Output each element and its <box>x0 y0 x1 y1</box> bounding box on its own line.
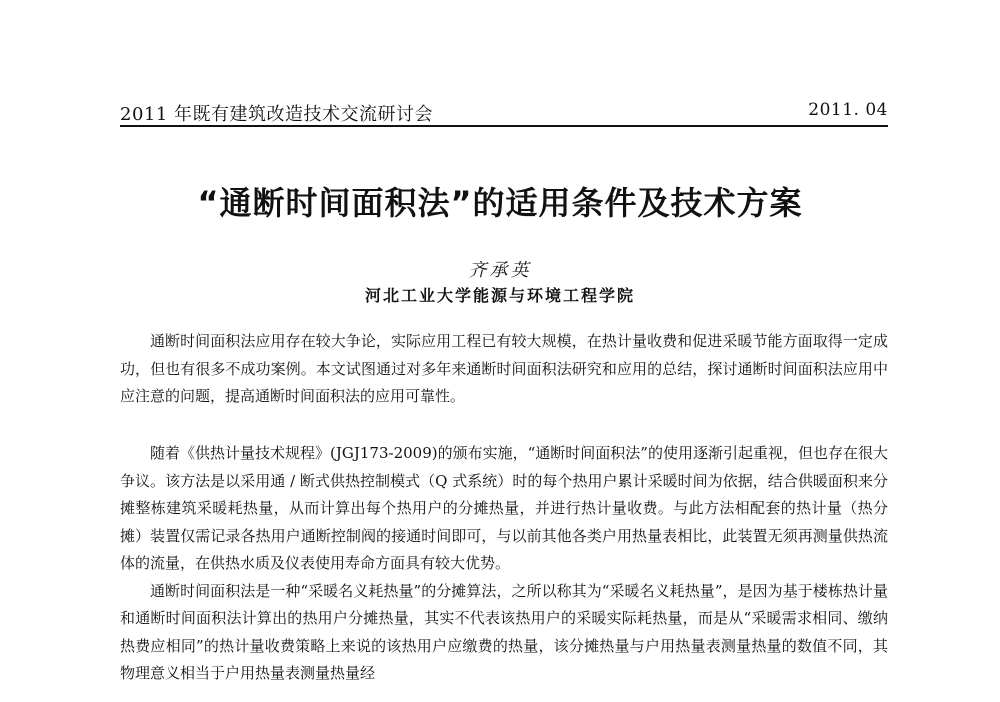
paper-title: “通断时间面积法”的适用条件及技术方案 <box>197 184 803 222</box>
abstract <box>120 328 888 411</box>
main-body <box>120 440 888 688</box>
body-paragraph: 随着《供热计量技术规程》(JGJ173-2009)的颁布实施，“通断时间面积法”的使用逐渐引起重视，但也存在很大争议。该方法是以采用通 / 断式供热控制模式（Q 式系统）时的每个热用户累计采暖时间为依据，结合供暖面积来分摊整栋建筑采暖耗热量，从而计算出每个热用户的分摊热量，并进行热计量收费。与此方法相配套的热计量（热分摊）装置仅需记录各热用户通断控制阀的接通时间即可，与以前其他各类户用热量表相比，此装置无须再测量供热流体的流量，在供热水质及仪表使用寿命方面具有较大优势。 <box>120 444 888 572</box>
header-divider <box>120 125 888 127</box>
author-affiliation: 河北工业大学能源与环境工程学院 <box>364 286 635 305</box>
header-date: 2011. 04 <box>808 100 888 120</box>
author-name: 齐承英 <box>468 260 532 281</box>
abstract-text: 通断时间面积法应用存在较大争论，实际应用工程已有较大规模，在热计量收费和促进采暖节能方面取得一定成功，但也有很多不成功案例。本文试图通过对多年来通断时间面积法研究和应用的总结，探讨通断时间面积法应用中应注意的问题，提高通断时间面积法的应用可靠性。 <box>120 332 888 405</box>
body-paragraph: 通断时间面积法是一种“采暖名义耗热量”的分摊算法，之所以称其为“采暖名义耗热量”，是因为基于楼栋热计量和通断时间面积法计算出的热用户分摊热量，其实不代表该热用户的采暖实际耗热量，而是从“采暖需求相同、缴纳热费应相同”的热计量收费策略上来说的该热用户应缴费的热量，该分摊热量与户用热量表测量热量的数值不同，其物理意义相当于户用热量表测量热量经 <box>120 581 888 682</box>
running-header <box>120 96 888 126</box>
header-conference-title: 2011 年既有建筑改造技术交流研讨会 <box>120 104 434 125</box>
